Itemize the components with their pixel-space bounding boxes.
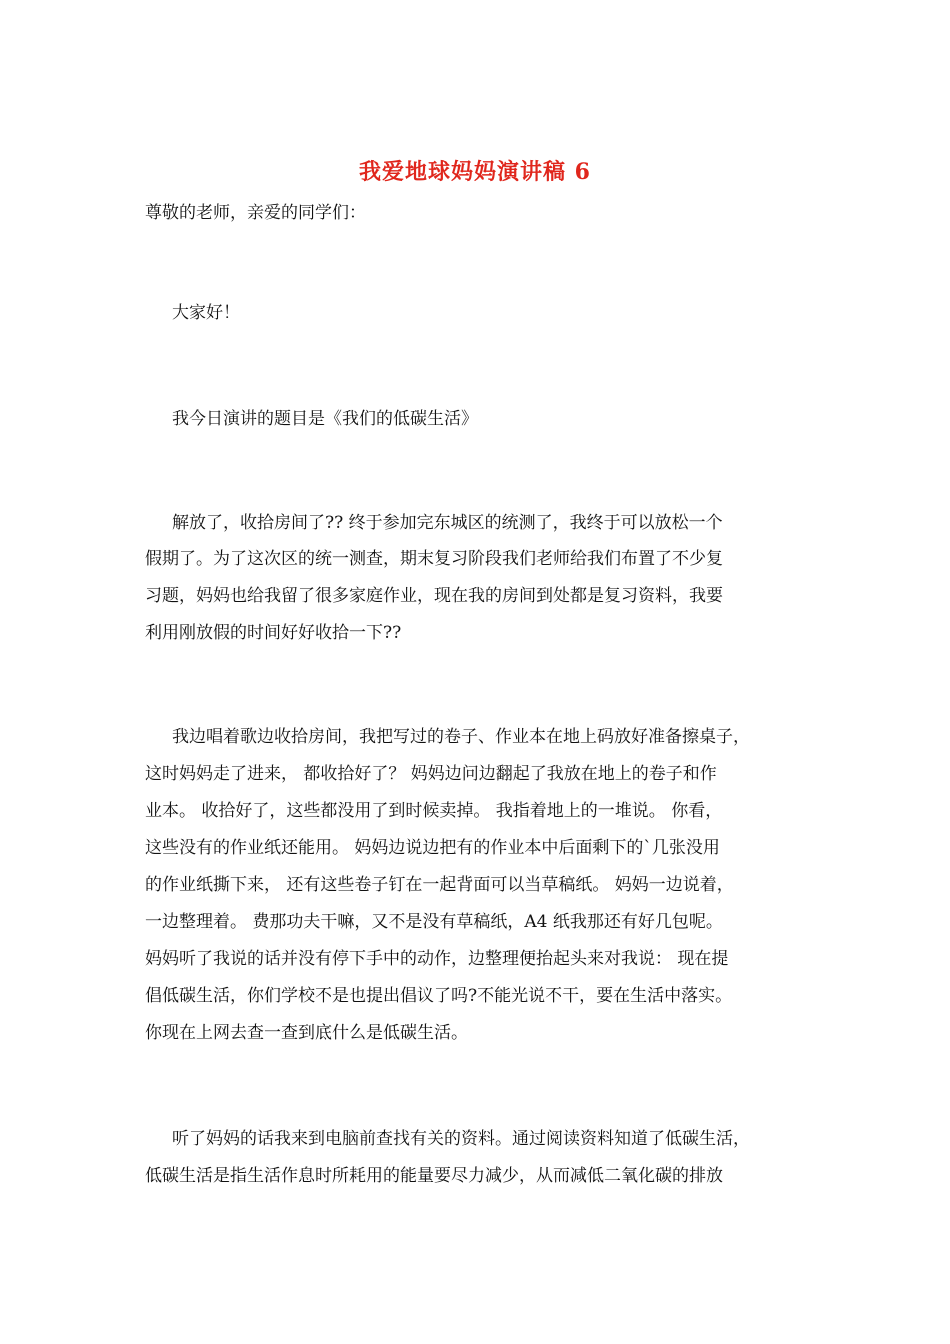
paragraph-2-line-9: 你现在上网去查一查到底什么是低碳生活。 [145,1023,468,1043]
salutation-line: 尊敬的老师，亲爱的同学们： [145,203,366,223]
paragraph-1-line-4: 利用刚放假的时间好好收拾一下?? [145,623,402,643]
paragraph-1-line-1: 解放了，收拾房间了?? 终于参加完东城区的统测了，我终于可以放松一个 [172,513,723,533]
topic-line: 我今日演讲的题目是《我们的低碳生活》 [172,409,478,429]
paragraph-2-line-7: 妈妈听了我说的话并没有停下手中的动作，边整理便抬起头来对我说： 现在提 [145,949,729,969]
greeting-line: 大家好！ [172,303,240,323]
paragraph-2-line-4: 这些没有的作业纸还能用。 妈妈边说边把有的作业本中后面剩下的`几张没用 [145,838,720,858]
paragraph-1-line-3: 习题，妈妈也给我留了很多家庭作业，现在我的房间到处都是复习资料，我要 [145,586,723,606]
paragraph-2-line-6: 一边整理着。 费那功夫干嘛，又不是没有草稿纸，A4 纸我那还有好几包呢。 [145,912,723,932]
document-title: 我爱地球妈妈演讲稿 6 [359,159,591,185]
paragraph-3-line-1: 听了妈妈的话我来到电脑前查找有关的资料。通过阅读资料知道了低碳生活， [172,1129,750,1149]
paragraph-2-line-2: 这时妈妈走了进来， 都收拾好了？ 妈妈边问边翻起了我放在地上的卷子和作 [145,764,717,784]
paragraph-3-line-2: 低碳生活是指生活作息时所耗用的能量要尽力减少，从而减低二氧化碳的排放 [145,1166,723,1186]
paragraph-2-line-8: 倡低碳生活，你们学校不是也提出倡议了吗?不能光说不干，要在生活中落实。 [145,986,733,1006]
paragraph-2-line-3: 业本。 收拾好了，这些都没用了到时候卖掉。 我指着地上的一堆说。 你看， [145,801,723,821]
paragraph-1-line-2: 假期了。为了这次区的统一测查，期末复习阶段我们老师给我们布置了不少复 [145,549,723,569]
paragraph-2-line-5: 的作业纸撕下来， 还有这些卷子钉在一起背面可以当草稿纸。 妈妈一边说着， [145,875,734,895]
paragraph-2-line-1: 我边唱着歌边收拾房间，我把写过的卷子、作业本在地上码放好准备擦桌子， [172,727,750,747]
